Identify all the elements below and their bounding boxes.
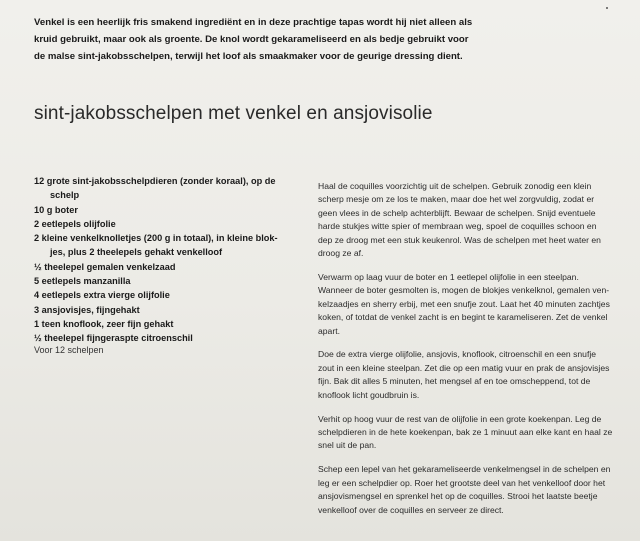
intro-paragraph bbox=[34, 14, 594, 65]
method-line: koken, of totdat de venkel zacht is en begint te karameliseren. Zet de venkel bbox=[318, 312, 608, 323]
method-line: harde stukjes witte spier of membraan weg, spoel de coquilles schoon en bbox=[318, 221, 597, 232]
method-line: snel uit de pan. bbox=[318, 440, 377, 451]
ingredient-item: 10 g boter bbox=[34, 204, 78, 215]
method-line: geen vlees in de schelp achterblijft. Bewaar de schelpen. Snijd eventuele bbox=[318, 207, 596, 218]
method-step bbox=[318, 180, 628, 260]
intro-line: Venkel is een heerlijk fris smakend ingrediënt en in deze prachtige tapas wordt hij niet alleen als bbox=[34, 17, 473, 28]
method-line: fijn. Bak dit alles 5 minuten, het mengsel af en toe omscheppend, tot de bbox=[318, 376, 591, 387]
intro-line: de malse sint-jakobsschelpen, terwijl het loof als smaakmaker voor de geurige dressing dient. bbox=[34, 51, 463, 62]
ingredient-item: 4 eetlepels extra vierge olijfolie bbox=[34, 290, 170, 301]
intro-line: kruid gebruikt, maar ook als groente. De knol wordt gekarameliseerd en als bedje gebruikt voor bbox=[34, 34, 469, 45]
method-line: scherp mesje om ze los te maken, maar doe het wel zorgvuldig, zodat er bbox=[318, 194, 595, 205]
method-line: Haal de coquilles voorzichtig uit de schelpen. Gebruik zonodig een klein bbox=[318, 181, 592, 191]
ingredient-item: ½ theelepel gemalen venkelzaad bbox=[34, 261, 176, 272]
method-line: ansjovismengsel en sprenkel het op de coquilles. Strooi het laatste beetje bbox=[318, 491, 598, 502]
method-step bbox=[318, 463, 628, 517]
ingredient-item: 3 ansjovisjes, fijngehakt bbox=[34, 304, 140, 315]
ingredient-item: 12 grote sint-jakobsschelpdieren (zonder koraal), op de bbox=[34, 176, 276, 186]
method-line: zout in een kleine steelpan. Zet die op een matig vuur en prak de ansjovisjes bbox=[318, 362, 610, 373]
serving-note: Voor 12 schelpen bbox=[34, 345, 104, 355]
ingredient-item: 2 kleine venkelknolletjes (200 g in totaal), in kleine blok- bbox=[34, 233, 278, 244]
ingredient-item: jes, plus 2 theelepels gehakt venkelloof bbox=[50, 247, 223, 258]
method-line: venkelloof over de coquilles en serveer ze direct. bbox=[318, 504, 504, 515]
method-line: Schep een lepel van het gekarameliseerde venkelmengsel in de schelpen en bbox=[318, 464, 611, 475]
method-line: dep ze droog met een stuk keukenrol. Was de schelpen met heet water en bbox=[318, 234, 601, 245]
method-line: leg er een schelpdier op. Roer het grootste deel van het venkelloof door het bbox=[318, 477, 606, 488]
method-line: Verwarm op laag vuur de boter en 1 eetlepel olijfolie in een steelpan. bbox=[318, 271, 579, 282]
ingredient-item: 5 eetlepels manzanilla bbox=[34, 276, 131, 287]
ingredient-list bbox=[34, 174, 304, 346]
method-line: knoflook licht goudbruin is. bbox=[318, 389, 420, 400]
ingredient-item: 2 eetlepels olijfolie bbox=[34, 218, 116, 229]
method-line: schelpdieren in de hete koekenpan, bak ze 1 minuut aan elke kant en haal ze bbox=[318, 427, 613, 437]
method-step bbox=[318, 271, 628, 338]
method-step bbox=[318, 348, 628, 402]
method-line: droog ze af. bbox=[318, 248, 364, 259]
method-line: Doe de extra vierge olijfolie, ansjovis, knoflook, citroenschil en een snufje bbox=[318, 349, 597, 360]
recipe-title: sint-jakobsschelpen met venkel en ansjovisolie bbox=[34, 103, 433, 124]
method-line: apart. bbox=[318, 325, 340, 336]
method-line: Verhit op hoog vuur de rest van de olijfolie in een grote koekenpan. Leg de bbox=[318, 413, 602, 424]
method-line: kelzaadjes en sherry erbij, met een snufje zout. Laat het 40 minuten zachtjes bbox=[318, 298, 610, 309]
method-line: Wanneer de boter gesmolten is, mogen de blokjes venkelknol, gemalen ven- bbox=[318, 285, 610, 296]
method-steps bbox=[318, 180, 628, 527]
page-speck bbox=[606, 7, 608, 9]
ingredient-item: ½ theelepel fijngeraspte citroenschil bbox=[34, 333, 193, 344]
ingredient-item: 1 teen knoflook, zeer fijn gehakt bbox=[34, 318, 174, 329]
ingredient-item: schelp bbox=[50, 190, 80, 201]
method-step bbox=[318, 413, 628, 453]
